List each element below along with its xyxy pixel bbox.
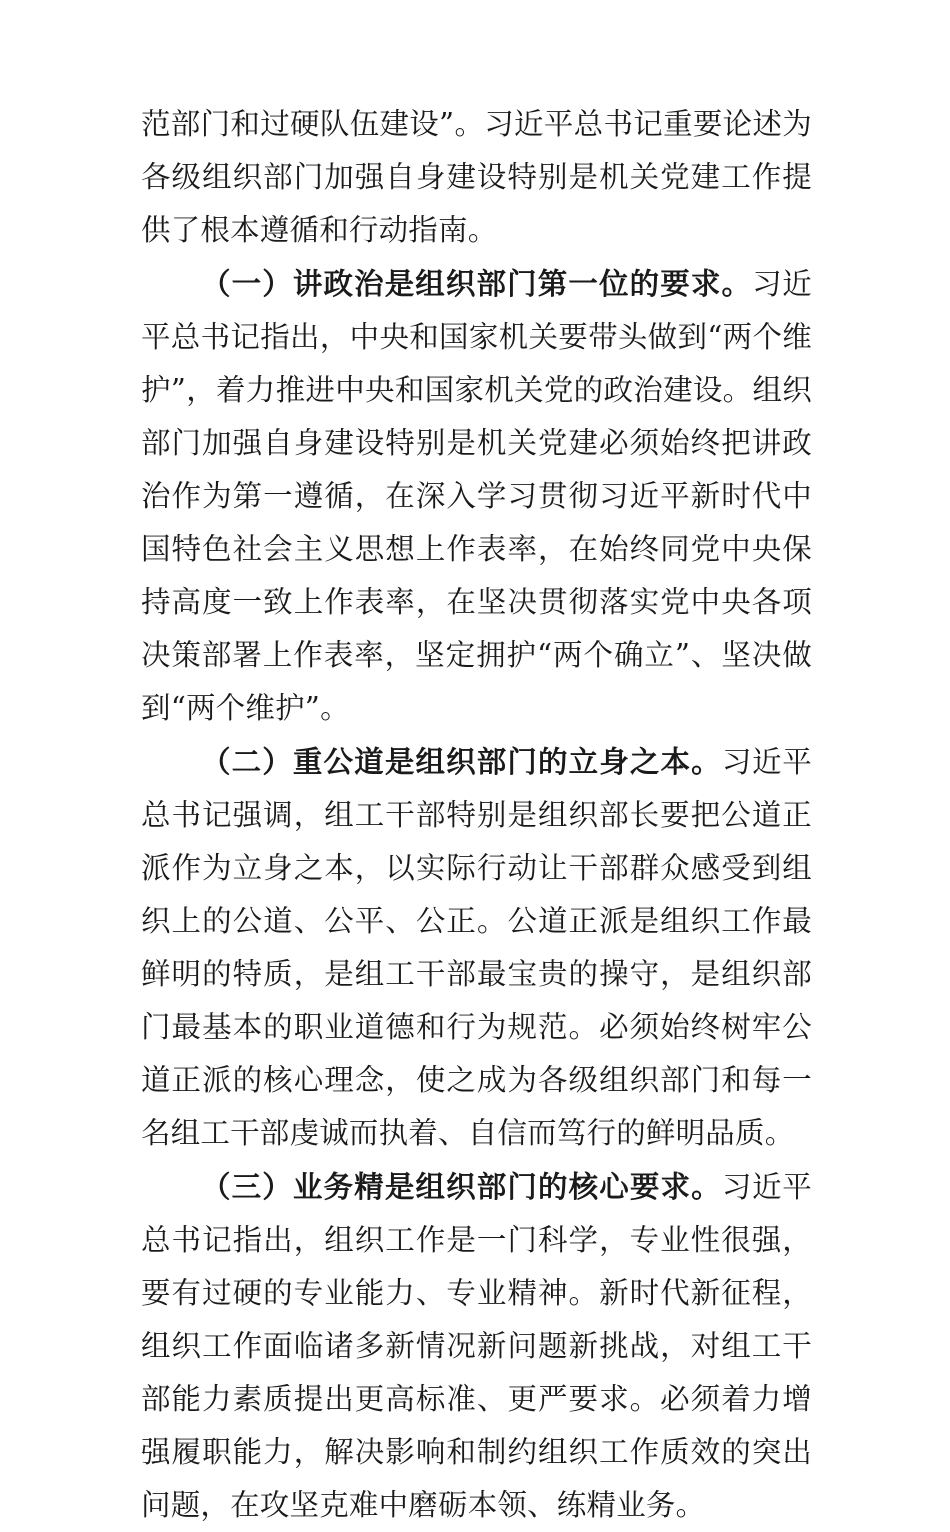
paragraph-continuation-text: 范部门和过硬队伍建设”。习近平总书记重要论述为各级组织部门加强自身建设特别是机关党建工作提供了根本遵循和行动指南。 [141, 107, 812, 247]
section-two-body: 习近平总书记强调，组工干部特别是组织部长要把公道正派作为立身之本，以实际行动让干部群众感受到组织上的公道、公平、公正。公道正派是组织工作最鲜明的特质，是组工干部最宝贵的操守，是组织部门最基本的职业道德和行为规范。必须始终树牢公道正派的核心理念，使之成为各级组织部门和每一名组工干部虔诚而执着、自信而笃行的鲜明品质。 [141, 745, 813, 1150]
section-three-body: 习近平总书记指出，组织工作是一门科学，专业性很强，要有过硬的专业能力、专业精神。新时代新征程，组织工作面临诸多新情况新问题新挑战，对组工干部能力素质提出更高标准、更严要求。必须着力增强履职能力，解决影响和制约组织工作质效的突出问题，在攻坚克难中磨砺本领、练精业务。 [141, 1170, 813, 1522]
document-text-column [141, 98, 812, 1532]
section-three-heading: （三）业务精是组织部门的核心要求。 [201, 1169, 722, 1204]
paragraph-section-two [141, 735, 812, 1160]
paragraph-section-one [141, 257, 812, 735]
paragraph-continuation-opening [141, 98, 812, 257]
section-one-body: 习近平总书记指出，中央和国家机关要带头做到“两个维护”，着力推进中央和国家机关党的政治建设。组织部门加强自身建设特别是机关党建必须始终把讲政治作为第一遵循，在深入学习贯彻习近平新时代中国特色社会主义思想上作表率，在始终同党中央保持高度一致上作表率，在坚决贯彻落实党中央各项决策部署上作表率，坚定拥护“两个确立”、坚决做到“两个维护”。 [141, 267, 812, 725]
section-one-heading: （一）讲政治是组织部门第一位的要求。 [201, 266, 753, 301]
section-two-heading: （二）重公道是组织部门的立身之本。 [201, 744, 722, 779]
paragraph-section-three [141, 1160, 812, 1532]
